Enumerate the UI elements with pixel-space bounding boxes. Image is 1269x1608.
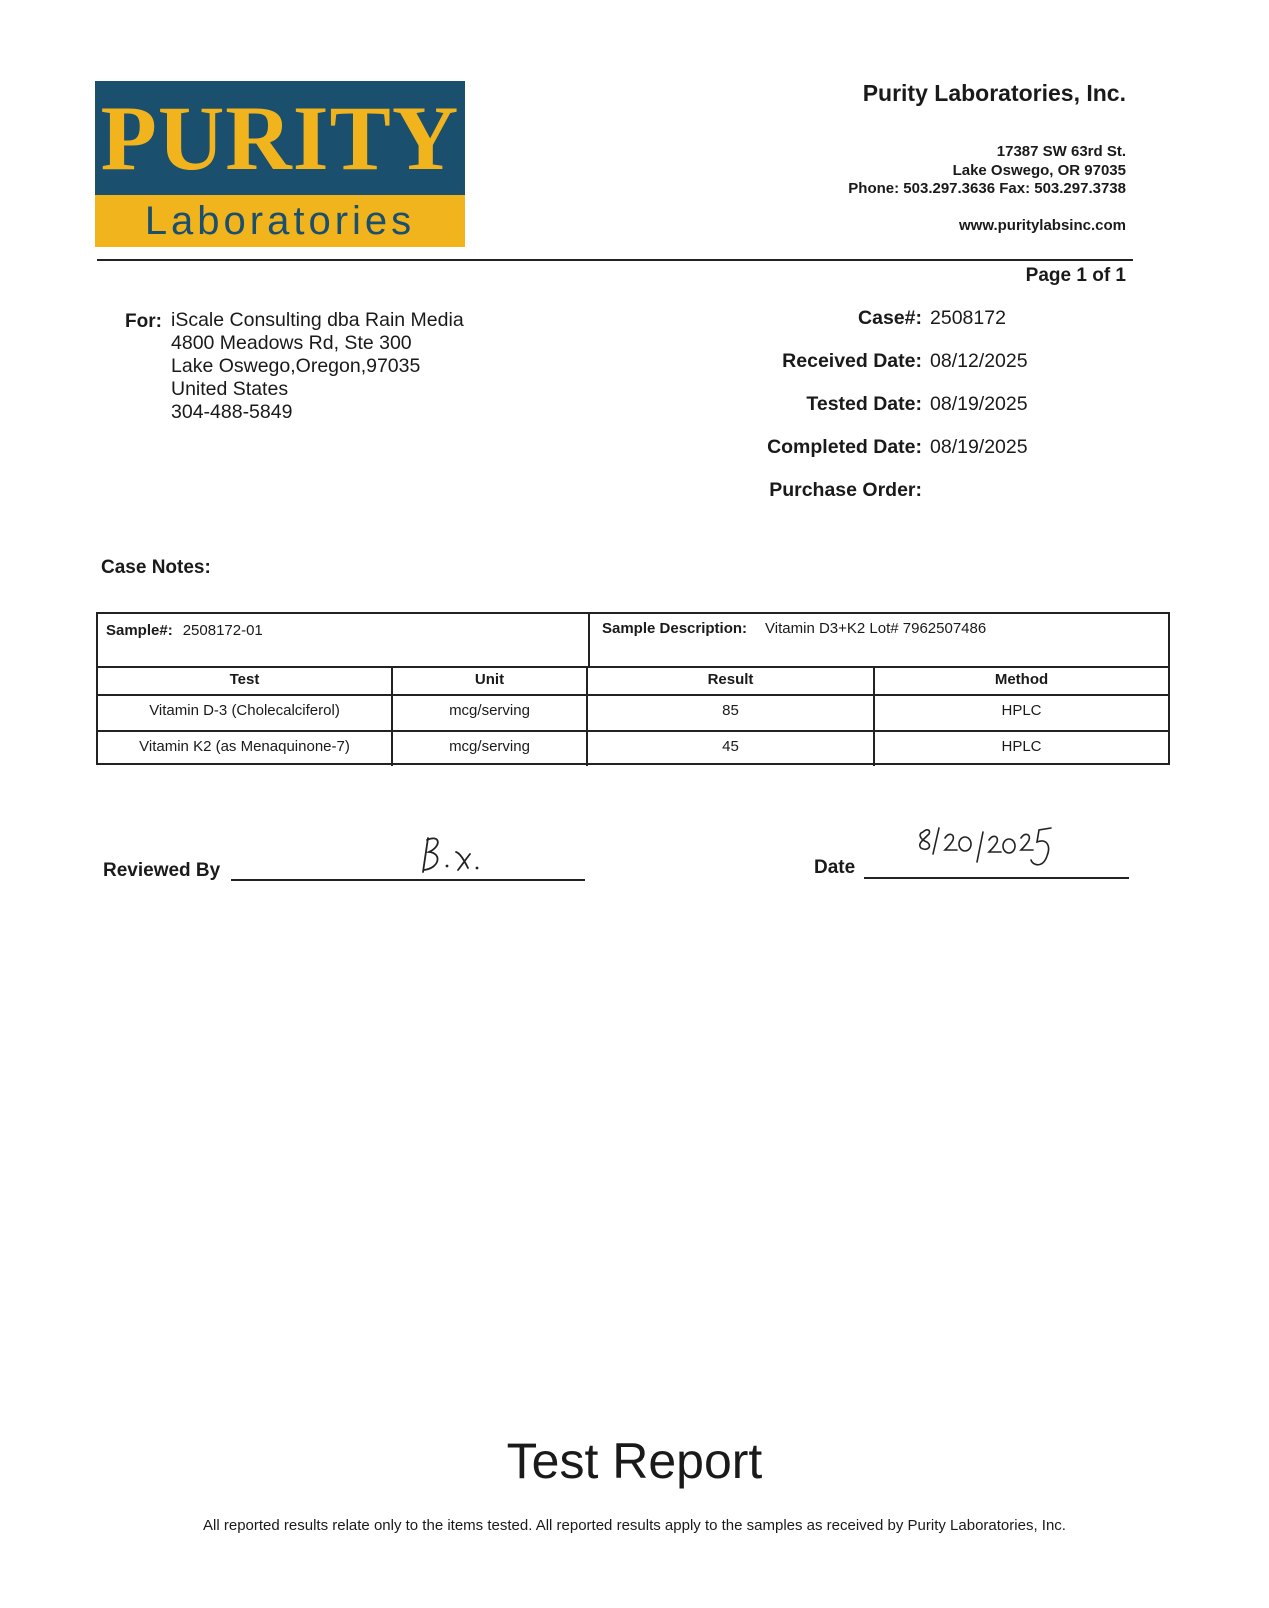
results-grid bbox=[98, 666, 1168, 763]
table-row bbox=[98, 696, 1168, 732]
page-number: Page 1 of 1 bbox=[1025, 265, 1126, 286]
column-header-test: Test bbox=[98, 666, 393, 694]
cell-test: Vitamin D-3 (Cholecalciferol) bbox=[98, 696, 393, 730]
case-info bbox=[700, 307, 1120, 522]
logo-wordmark: PURITY bbox=[100, 87, 460, 189]
client-line: iScale Consulting dba Rain Media bbox=[171, 309, 464, 331]
reviewer-signature bbox=[420, 832, 500, 880]
column-header-unit: Unit bbox=[393, 666, 588, 694]
sample-description-label: Sample Description: bbox=[602, 620, 748, 637]
logo-subtitle: Laboratories bbox=[144, 199, 416, 243]
document-title: Test Report bbox=[506, 1433, 763, 1489]
case-value: 08/19/2025 bbox=[930, 436, 1028, 458]
sample-table-header bbox=[98, 614, 1168, 668]
column-header-result: Result bbox=[588, 666, 875, 694]
case-label: Completed Date: bbox=[767, 436, 922, 458]
sample-number-label: Sample#: bbox=[106, 622, 173, 639]
case-row-number bbox=[700, 307, 1120, 350]
handwritten-date bbox=[915, 824, 1085, 876]
company-website: www.puritylabsinc.com bbox=[959, 217, 1126, 234]
cell-test: Vitamin K2 (as Menaquinone-7) bbox=[98, 732, 393, 766]
header-split bbox=[588, 614, 590, 666]
cell-unit: mcg/serving bbox=[393, 732, 588, 766]
reviewed-by-line bbox=[231, 879, 585, 881]
company-logo bbox=[95, 81, 465, 247]
sample-description bbox=[602, 620, 986, 637]
sample-number-value: 2508172-01 bbox=[182, 622, 263, 639]
case-value: 08/12/2025 bbox=[930, 350, 1028, 372]
reviewed-by-label: Reviewed By bbox=[103, 860, 221, 881]
case-row-received bbox=[700, 350, 1120, 393]
client-line: United States bbox=[171, 378, 289, 400]
address-street: 17387 SW 63rd St. bbox=[996, 143, 1126, 160]
date-line bbox=[864, 877, 1129, 879]
client-line: Lake Oswego,Oregon,97035 bbox=[171, 355, 421, 377]
sample-number bbox=[106, 622, 263, 639]
company-name: Purity Laboratories, Inc. bbox=[862, 80, 1126, 106]
case-value: 2508172 bbox=[930, 307, 1006, 329]
address-city: Lake Oswego, OR 97035 bbox=[952, 161, 1126, 179]
table-row bbox=[98, 732, 1168, 766]
case-notes-label: Case Notes: bbox=[101, 557, 211, 578]
disclaimer-footer: All reported results relate only to the items tested. All reported results apply to the samples as received by Purity Laboratories, Inc. bbox=[203, 1517, 1066, 1534]
cell-unit: mcg/serving bbox=[393, 696, 588, 730]
client-line: 304-488-5849 bbox=[171, 401, 293, 423]
case-row-purchase-order bbox=[700, 479, 1120, 522]
cell-method: HPLC bbox=[1001, 738, 1042, 755]
case-label: Tested Date: bbox=[806, 393, 922, 415]
client-label: For: bbox=[125, 311, 162, 332]
client-line: 4800 Meadows Rd, Ste 300 bbox=[171, 332, 412, 354]
case-row-tested bbox=[700, 393, 1120, 436]
case-label: Case#: bbox=[858, 307, 922, 329]
case-label: Purchase Order: bbox=[769, 479, 922, 501]
phone-fax: Phone: 503.297.3636 Fax: 503.297.3738 bbox=[848, 180, 1126, 197]
date-label: Date bbox=[814, 857, 856, 878]
sample-description-value: Vitamin D3+K2 Lot# 7962507486 bbox=[765, 620, 987, 637]
column-headers bbox=[98, 666, 1168, 696]
sample-table bbox=[96, 612, 1170, 765]
client-address bbox=[171, 309, 464, 424]
case-row-completed bbox=[700, 436, 1120, 479]
cell-method: HPLC bbox=[1001, 702, 1042, 719]
cell-result: 85 bbox=[588, 696, 875, 730]
case-label: Received Date: bbox=[782, 350, 922, 372]
company-address bbox=[848, 143, 1126, 199]
column-header-method: Method bbox=[994, 671, 1049, 688]
cell-result: 45 bbox=[588, 732, 875, 766]
case-value: 08/19/2025 bbox=[930, 393, 1028, 415]
header-divider bbox=[97, 259, 1133, 261]
